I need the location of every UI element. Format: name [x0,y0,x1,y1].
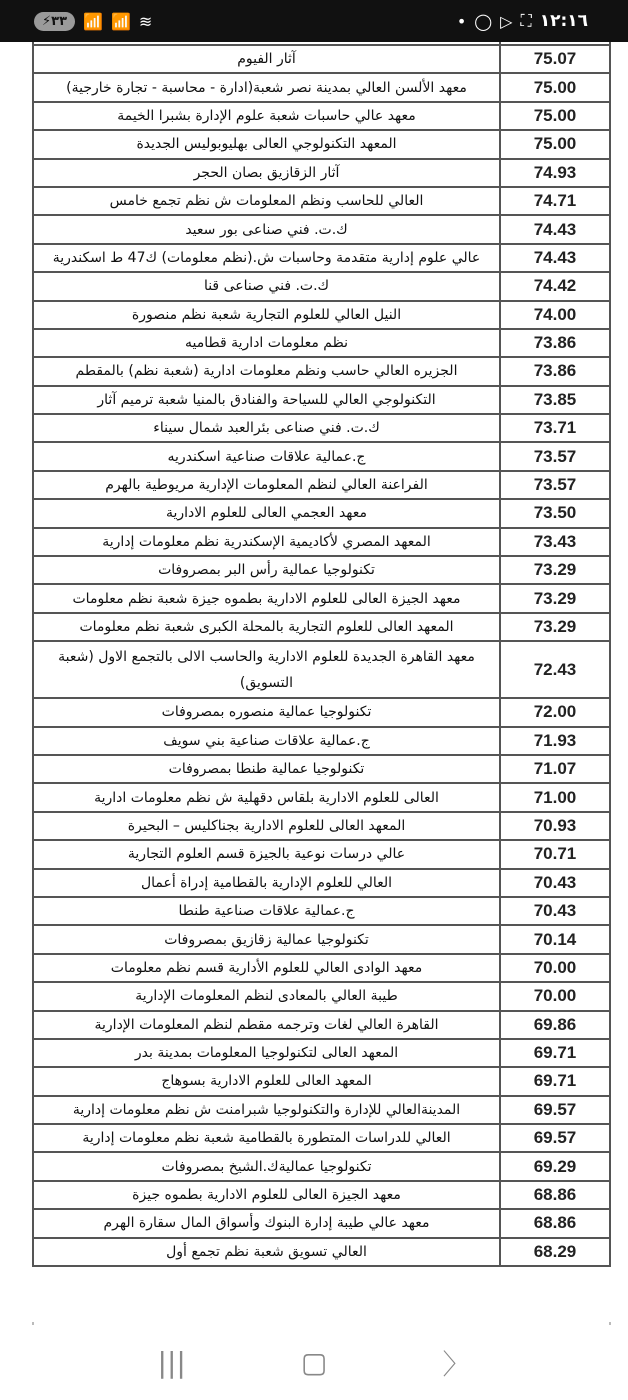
institute-name: المعهد العالى للعلوم التجارية بالمحلة الكبرى شعبة نظم معلومات [79,619,454,635]
table-row [34,415,609,443]
table-row [34,1182,609,1210]
clock: ١٢:١٦ [539,11,588,31]
institute-name: التكنولوجي العالي للسياحة والفنادق بالمنيا شعبة ترميم آثار [97,391,436,408]
table-row [34,955,609,983]
institute-name: تكنولوجيا عماليةك.الشيخ بمصروفات [161,1158,372,1175]
score-value: 73.50 [499,500,609,526]
institute-name: العالي للحاسب ونظم المعلومات ش نظم تجمع خامس [109,193,424,210]
table-row [34,1153,609,1181]
score-value: 73.86 [499,330,609,356]
table-row [34,74,609,102]
table-row [34,1068,609,1096]
score-value: 75.00 [499,103,609,129]
score-value: 71.07 [499,756,609,782]
institute-name: المعهد العالى لتكنولوجيا المعلومات بمدينة بدر [134,1045,399,1062]
table-row [34,728,609,756]
score-value: 69.71 [499,1068,609,1094]
table-row [34,245,609,273]
score-value: 70.14 [499,926,609,952]
signal-icon: 📶 [83,11,103,31]
institute-name: المعهد العالى للعلوم الادارية بجناكليس – البحيرة [127,817,406,834]
score-value: 75.00 [499,131,609,157]
whatsapp-icon: ◯ [474,11,493,31]
table-row [34,529,609,557]
navigation-bar [0,1325,628,1400]
score-value: 68.29 [499,1239,609,1265]
battery-level: ٣٣ [51,13,68,29]
score-value: 73.85 [499,387,609,413]
institute-name: معهد العجمي العالى للعلوم الادارية [165,505,368,522]
institute-name: تكنولوجيا عمالية طنطا بمصروفات [168,761,365,778]
score-value: 74.71 [499,188,609,214]
table-row [34,1097,609,1125]
score-value: 71.00 [499,784,609,810]
score-value: 69.86 [499,1012,609,1038]
institute-name: ك.ت. فني صناعى بئرالعبد شمال سيناء [153,420,380,437]
institute-name: معهد الجيزة العالى للعلوم الادارية بطموه جيزة [132,1187,401,1204]
table-row [34,813,609,841]
table-row [34,273,609,301]
table-row [34,46,609,74]
table-row [34,898,609,926]
institute-name: طيبة العالي بالمعادى لنظم المعلومات الإدارية [135,988,398,1005]
score-value: 69.29 [499,1153,609,1179]
score-value: 75.07 [499,46,609,72]
score-value: 69.57 [499,1097,609,1123]
table-row [34,1125,609,1153]
wifi-icon: ≋ [138,11,153,31]
table-row [34,387,609,415]
table-row [34,302,609,330]
institute-name: معهد الوادى العالي للعلوم الأدارية قسم نظم معلومات [110,959,423,976]
score-value: 72.00 [499,699,609,725]
institute-name: تكنولوجيا عمالية منصوره بمصروفات [161,704,372,721]
scores-table [32,42,611,1267]
institute-name: ج.عمالية علاقات صناعية بني سويف [163,732,370,749]
score-value: 73.71 [499,415,609,441]
table-row [34,160,609,188]
table-row [34,500,609,528]
score-value: 68.86 [499,1182,609,1208]
table-row [34,983,609,1011]
table-row [34,443,609,471]
institute-name: العالي تسويق شعبة نظم تجمع أول [166,1243,367,1260]
score-value: 69.57 [499,1125,609,1151]
score-value: 75.00 [499,74,609,100]
institute-name: عالي علوم إدارية متقدمة وحاسبات ش.(نظم معلومات) ك47 ط اسكندرية [52,249,481,266]
notification-dot-icon: • [456,11,467,31]
score-value: 70.93 [499,813,609,839]
institute-name: العالي للدراسات المتطورة بالقطامية شعبة نظم معلومات إدارية [82,1130,451,1147]
score-value: 70.43 [499,870,609,896]
table-row [34,642,609,699]
score-value: 70.71 [499,841,609,867]
table-row [34,756,609,784]
institute-name: ج.عمالية علاقات صناعية طنطا [178,903,355,920]
institute-name: النيل العالي للعلوم التجارية شعبة نظم منصورة [131,306,402,323]
score-value: 74.93 [499,160,609,186]
score-value: 73.57 [499,443,609,469]
score-value: 73.86 [499,358,609,384]
score-value: 73.29 [499,614,609,640]
institute-name: معهد عالي طيبة إدارة البنوك وأسواق المال سقارة الهرم [103,1215,430,1232]
table-row [34,870,609,898]
table-row [34,131,609,159]
institute-name: المعهد التكنولوجي العالى بهليوبوليس الجديدة [136,136,397,153]
table-top-edge [34,42,609,46]
score-value: 68.86 [499,1210,609,1236]
table-row [34,472,609,500]
table-row [34,216,609,244]
score-value: 74.00 [499,302,609,328]
institute-name: آثار الفيوم [237,51,296,68]
back-button[interactable]: 〉 [442,1347,471,1381]
score-value: 74.43 [499,245,609,271]
institute-name: نظم معلومات ادارية قطاميه [185,335,348,352]
score-value: 74.43 [499,216,609,242]
institute-name: الجزيره العالي حاسب ونظم معلومات ادارية (شعبة نظم) بالمقطم [75,363,458,380]
institute-name: عالي درسات نوعية بالجيزة قسم العلوم التجارية [127,846,406,863]
table-row [34,1012,609,1040]
institute-name: ك.ت. فني صناعى قنا [203,278,330,295]
table-row [34,557,609,585]
institute-name: العالي للعلوم الإدارية بالقطامية إدراة أعمال [140,874,393,891]
institute-name: ج.عمالية علاقات صناعية اسكندريه [167,448,366,465]
table-row [34,1210,609,1238]
score-value: 70.00 [499,983,609,1009]
score-value: 72.43 [499,642,609,697]
table-row [34,330,609,358]
table-row [34,841,609,869]
institute-name: تكنولوجيا عمالية زقازيق بمصروفات [164,931,369,948]
score-value: 69.71 [499,1040,609,1066]
table-row [34,585,609,613]
table-row [34,1040,609,1068]
battery-indicator: ⚡٣٣ [34,12,75,31]
institute-name: تكنولوجيا عمالية رأس البر بمصروفات [158,562,375,579]
score-value: 70.00 [499,955,609,981]
institute-name: المعهد المصري لأكاديمية الإسكندرية نظم معلومات إدارية [102,533,431,550]
institute-name: المعهد العالى للعلوم الادارية بسوهاج [161,1073,372,1090]
score-value: 73.43 [499,529,609,555]
table-row [34,188,609,216]
institute-name: معهد عالي حاسبات شعبة علوم الإدارة بشبرا الخيمة [117,107,416,124]
table-row [34,699,609,727]
institute-name: آثار الزقازيق بصان الحجر [193,164,340,181]
institute-name: ك.ت. فني صناعى بور سعيد [185,221,348,238]
table-row [34,103,609,131]
score-value: 70.43 [499,898,609,924]
institute-name: القاهرة العالي لغات وترجمه مقطم لنظم المعلومات الإدارية [94,1016,439,1033]
institute-name: معهد القاهرة الجديدة للعلوم الادارية والحاسب الالى بالتجمع الاول (شعبة التسويق) [58,648,475,691]
signal-icon-2: 📶 [110,11,131,31]
screenshot-icon: ⛶ [520,11,532,30]
status-bar [0,0,628,42]
institute-name: المدينةالعالي للإدارة والتكنولوجيا شبرامنت ش نظم معلومات إدارية [72,1101,461,1118]
score-value: 71.93 [499,728,609,754]
score-value: 73.29 [499,557,609,583]
institute-name: معهد الجيزة العالى للعلوم الادارية بطموه جيزة شعبة نظم معلومات [72,590,461,607]
table-row [34,784,609,812]
table-row [34,926,609,954]
table-row [34,1239,609,1267]
institute-name: معهد الألسن العالي بمدينة نصر شعبة(ادارة - محاسبة - تجارة خارجية) [66,79,467,96]
score-value: 74.42 [499,273,609,299]
score-value: 73.29 [499,585,609,611]
score-value: 73.57 [499,472,609,498]
institute-name: العالى للعلوم الادارية بلقاس دقهلية ش نظم معلومات ادارية [94,789,439,806]
play-store-icon: ▷ [500,11,513,31]
institute-name: الفراعنة العالي لنظم المعلومات الإدارية مريوطية بالهرم [105,477,428,494]
recent-apps-button[interactable]: ||| [157,1346,186,1379]
table-row [34,358,609,386]
home-button[interactable]: ▢ [300,1346,328,1379]
table-row [34,614,609,642]
